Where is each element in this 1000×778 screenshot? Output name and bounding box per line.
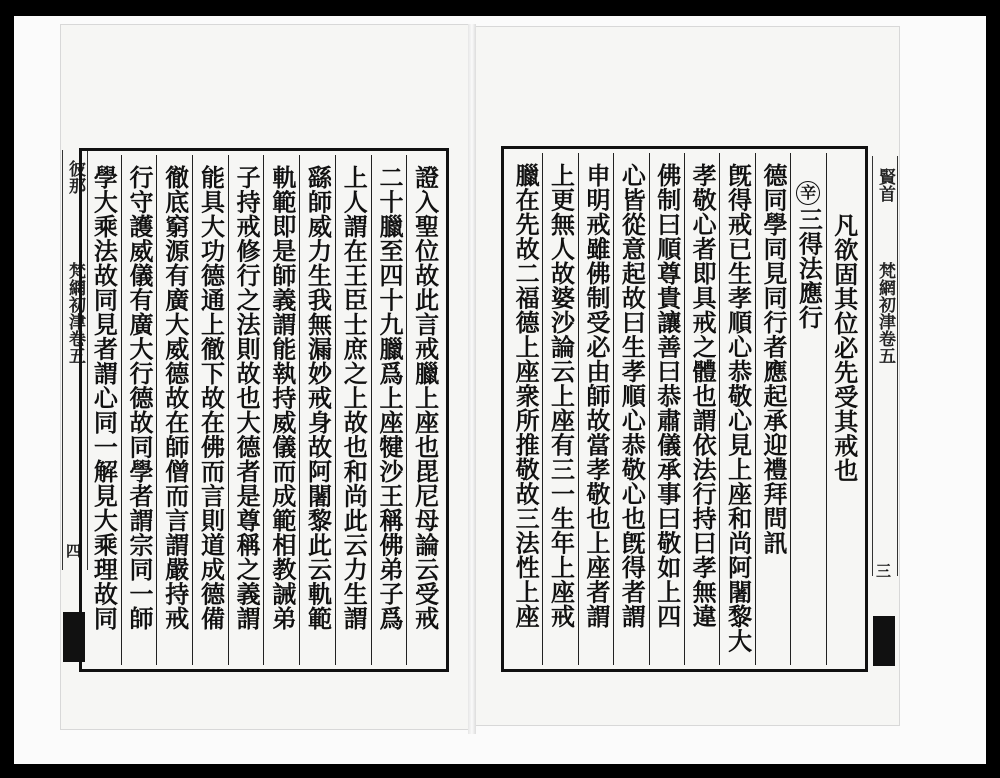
left-page-number: 四 (66, 542, 82, 560)
section-heading: 三得法應行 (794, 207, 824, 330)
book-gutter (468, 24, 476, 734)
section-mark-circle: 辛 (796, 181, 820, 205)
left-column-7: 能具大功德通上徹下故在佛而言則道成德備 (192, 155, 228, 665)
left-column-8: 徹底窮源有廣大威德故在師僧而言謂嚴持戒 (156, 155, 192, 665)
left-column-1: 證入聖位故此言戒臘上座也毘尼母論云受戒 (406, 155, 442, 665)
right-column-10: 臘在先故二福德上座衆所推敬故三法性上座 (511, 163, 541, 629)
right-column-5: 孝敬心者即具戒之體也謂依法行持曰孝無違 (684, 153, 719, 665)
right-column-4: 旣得戒已生孝順心恭敬心見上座和尚阿闍黎大 (719, 153, 754, 665)
right-column-1: 凡欲固其位必先受其戒也 (826, 153, 861, 665)
left-column-2: 二十臘至四十九臘爲上座犍沙王稱佛弟子爲 (371, 155, 407, 665)
right-column-3: 德同學同見同行者應起承迎禮拜問訊 (755, 153, 790, 665)
left-column-10: 學大乘法故同見者謂心同一解見大乘理故同 (89, 165, 119, 631)
left-column-3: 上人謂在王臣士庶之上故也和尚此云力生謂 (335, 155, 371, 665)
right-edge-tab (873, 616, 895, 666)
left-column-4: 繇師威力生我無漏妙戒身故阿闍黎此云軌範 (299, 155, 335, 665)
right-edge-label-2: 梵網初津卷五 (875, 262, 895, 364)
left-column-6: 子持戒修行之法則故也大德者是尊稱之義謂 (228, 155, 264, 665)
left-text-frame (79, 148, 449, 672)
left-column-5: 軌範即是師義謂能執持威儀而成範相教誡弟 (263, 155, 299, 665)
left-edge-label-2: 梵網初津卷五 (65, 262, 85, 364)
right-edge-strip (872, 156, 898, 576)
left-edge-label-1: 彼那 (65, 160, 85, 194)
left-column-9: 行守護威儀有廣大行德故同學者謂宗同一師 (121, 155, 157, 665)
right-column-8: 申明戒雖佛制受必由師故當孝敬也上座者謂 (578, 153, 613, 665)
right-edge-label-1: 賢首 (875, 168, 895, 202)
right-page-number: 三 (876, 562, 892, 580)
right-text-frame (501, 146, 868, 672)
right-column-9: 上更無人故婆沙論云上座有三一生年上座戒 (542, 153, 577, 665)
right-column-2 (790, 153, 825, 665)
right-column-6: 佛制曰順尊貴讓善曰恭肅儀承事曰敬如上四 (649, 153, 684, 665)
right-column-7: 心皆從意起故曰生孝順心恭敬心也旣得者謂 (613, 153, 648, 665)
